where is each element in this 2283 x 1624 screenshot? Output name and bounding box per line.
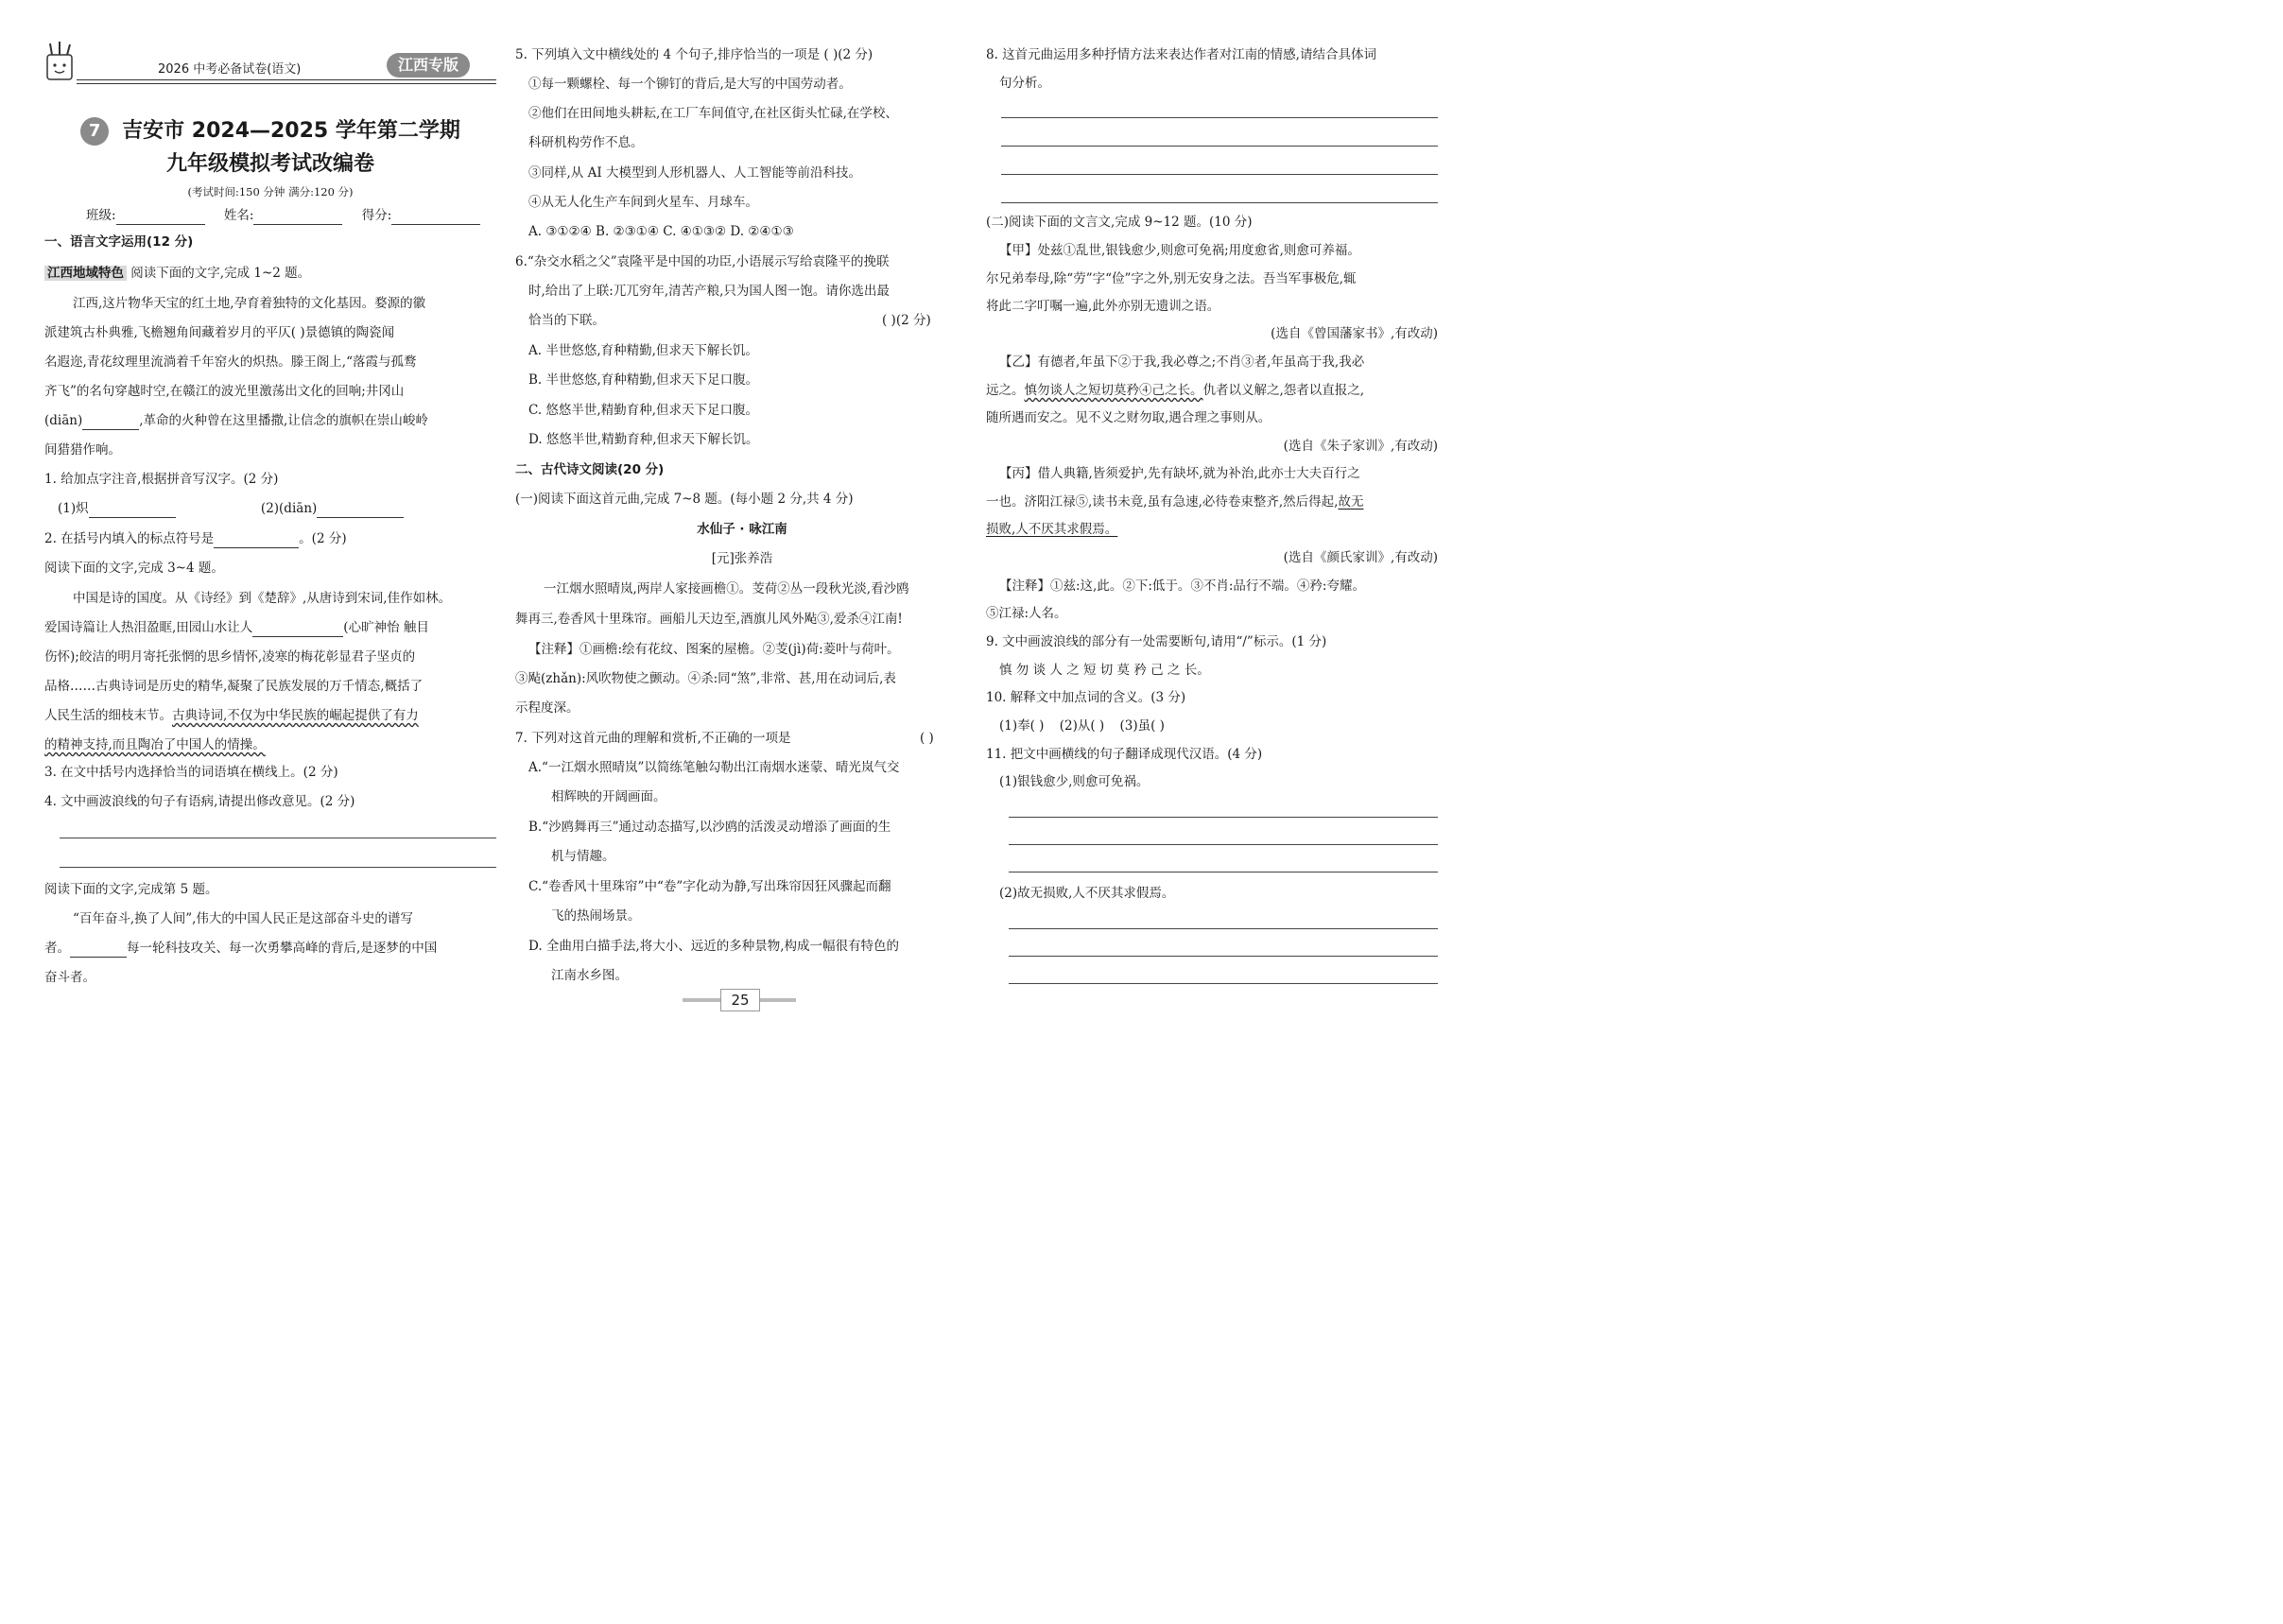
poem-notes: 示程度深。 bbox=[515, 700, 579, 716]
q7-option-b[interactable]: B.“沙鸥舞再三”通过动态描写,以沙鸥的活泼灵动增添了画面的生 bbox=[528, 820, 891, 835]
passage1-line bbox=[44, 411, 496, 430]
q10-items bbox=[986, 717, 1438, 735]
pinyin-dian: (diān) bbox=[44, 413, 83, 428]
passage3-line: “百年奋斗,换了人间”,伟大的中国人民正是这部奋斗史的谱写 bbox=[73, 911, 413, 926]
q8-answer-line[interactable] bbox=[1001, 117, 1438, 118]
q5-options[interactable]: A. ③①②④ B. ②③①④ C. ④①③② D. ②④①③ bbox=[528, 224, 794, 239]
question-4: 4. 文中画波浪线的句子有语病,请提出修改意见。(2 分) bbox=[44, 794, 355, 809]
question-9: 9. 文中画波浪线的部分有一处需要断句,请用“/”标示。(1 分) bbox=[986, 634, 1327, 649]
q6-option-a[interactable]: A. 半世悠悠,育种精勤,但求天下解长饥。 bbox=[528, 343, 758, 358]
region-badge: 江西专版 bbox=[387, 53, 470, 78]
q8-answer-line[interactable] bbox=[1001, 174, 1438, 175]
q8-answer-line[interactable] bbox=[1001, 146, 1438, 147]
q7-option-a: 相辉映的开阔画面。 bbox=[551, 789, 666, 804]
text-jia-source: (选自《曾国藩家书》,有改动) bbox=[1271, 326, 1438, 341]
q5-sentence: ④从无人化生产车间到火星车、月球车。 bbox=[528, 195, 758, 210]
q5-sentence: ②他们在田间地头耕耘,在工厂车间值守,在社区街头忙碌,在学校、 bbox=[528, 106, 898, 121]
text-jia-line: 将此二字叮嘱一遍,此外亦别无遗训之语。 bbox=[986, 299, 1220, 314]
text-jia-line: 尔兄弟奉母,除“劳”字“俭”字之外,别无安身之法。吾当军事极危,辄 bbox=[986, 271, 1357, 286]
passage1-line: 间猎猎作响。 bbox=[44, 442, 121, 458]
q6-option-c[interactable]: C. 悠悠半世,精勤育种,但求天下足口腹。 bbox=[528, 403, 759, 418]
q7-option-b: 机与情趣。 bbox=[551, 849, 615, 864]
question-6-line: 6.“杂交水稻之父”袁隆平是中国的功臣,小语展示写给袁隆平的挽联 bbox=[515, 254, 890, 269]
question-11: 11. 把文中画横线的句子翻译成现代汉语。(4 分) bbox=[986, 747, 1263, 762]
q7-option-c[interactable]: C.“卷香风十里珠帘”中“卷”字化动为静,写出珠帘因狂风骤起而翻 bbox=[528, 879, 891, 894]
q1-item-2: (2)(diān) bbox=[260, 501, 318, 516]
question-8-line: 8. 这首元曲运用多种抒情方法来表达作者对江南的情感,请结合具体词 bbox=[986, 47, 1376, 62]
q11-item-2: (2)故无损败,人不厌其求假焉。 bbox=[999, 886, 1175, 901]
poem-notes: 【注释】①画檐:绘有花纹、图案的屋檐。②芰(jì)荷:菱叶与荷叶。 bbox=[528, 642, 900, 657]
q10-item-2[interactable]: (2)从( ) bbox=[1059, 718, 1105, 734]
q4-answer-line[interactable] bbox=[60, 867, 496, 868]
q11-answer-line[interactable] bbox=[1009, 983, 1438, 984]
question-8-line: 句分析。 bbox=[999, 76, 1050, 91]
passage2-text: 爱国诗篇让人热泪盈眶,田园山水让人 bbox=[44, 620, 253, 635]
poem-author: [元]张养浩 bbox=[711, 551, 773, 566]
intro-q7-8: (一)阅读下面这首元曲,完成 7~8 题。(每小题 2 分,共 4 分) bbox=[515, 492, 854, 507]
passage2-text: (心旷神怡 触目 bbox=[343, 620, 429, 635]
passage2-line bbox=[44, 618, 496, 637]
header-rule-thin bbox=[77, 83, 496, 84]
q11-answer-line[interactable] bbox=[1009, 928, 1438, 929]
text-bing-text: 一也。济阳江禄⑤,读书未竟,虽有急速,必待卷束整齐,然后得起, bbox=[986, 494, 1339, 510]
name-field[interactable] bbox=[253, 209, 342, 225]
q7-option-a[interactable]: A.“一江烟水照晴岚”以简练笔触勾勒出江南烟水迷蒙、晴光岚气交 bbox=[528, 760, 900, 775]
wavy-sentence: 古典诗词,不仅为中华民族的崛起提供了有力 bbox=[172, 708, 419, 723]
text-bing-line bbox=[986, 492, 1438, 511]
text-yi-line: 【乙】有德者,年虽下②于我,我必尊之;不肖③者,年虽高于我,我必 bbox=[999, 354, 1365, 370]
q3-blank[interactable] bbox=[252, 621, 343, 637]
poem-line: 舞再三,卷香风十里珠帘。画船儿天边至,酒旗儿风外飐③,爱杀④江南! bbox=[515, 612, 903, 627]
q7-option-c: 飞的热闹场景。 bbox=[551, 908, 641, 924]
poem-title: 水仙子 · 咏江南 bbox=[697, 522, 787, 537]
exam-header bbox=[44, 42, 496, 83]
score-field[interactable] bbox=[391, 209, 480, 225]
classical-notes: ⑤江禄:人名。 bbox=[986, 606, 1067, 621]
passage1-line: 派建筑古朴典雅,飞檐翘角间藏着岁月的平仄( )景德镇的陶瓷闻 bbox=[44, 325, 395, 340]
question-3: 3. 在文中括号内选择恰当的词语填在横线上。(2 分) bbox=[44, 765, 338, 780]
passage3-line bbox=[44, 939, 496, 958]
text-bing-line bbox=[986, 520, 1438, 539]
q5-sentence: 科研机构劳作不息。 bbox=[528, 135, 644, 150]
q1-blank-2[interactable] bbox=[317, 502, 404, 518]
question-10: 10. 解释文中加点词的含义。(3 分) bbox=[986, 690, 1186, 705]
region-feature-tag: 江西地域特色 bbox=[44, 266, 127, 281]
q2-score: 。(2 分) bbox=[299, 531, 347, 546]
exam-series-title: 2026 中考必备试卷(语文) bbox=[158, 62, 302, 77]
right-arrow-decoration bbox=[758, 998, 796, 1002]
dian-answer-blank[interactable] bbox=[82, 414, 139, 430]
intro-q9-12: (二)阅读下面的文言文,完成 9~12 题。(10 分) bbox=[986, 215, 1253, 230]
name-label: 姓名: bbox=[223, 208, 254, 223]
header-rule bbox=[77, 79, 496, 80]
passage2-line: 中国是诗的国度。从《诗经》到《楚辞》,从唐诗到宋词,佳作如林。 bbox=[73, 591, 452, 606]
intro-q1-2-text: 阅读下面的文字,完成 1~2 题。 bbox=[130, 266, 311, 281]
passage3-text: 每一轮科技攻关、每一次勇攀高峰的背后,是逐梦的中国 bbox=[127, 941, 438, 956]
q5-sentence: ①每一颗螺栓、每一个铆钉的背后,是大写的中国劳动者。 bbox=[528, 77, 852, 92]
page-number: 25 bbox=[720, 989, 760, 1011]
question-7 bbox=[515, 729, 969, 748]
poem-line: 一江烟水照晴岚,两岸人家接画檐①。芰荷②丛一段秋光淡,看沙鸥 bbox=[544, 581, 909, 596]
passage2-line bbox=[44, 735, 496, 754]
underlined-sentence: 损败,人不厌其求假焉。 bbox=[986, 522, 1118, 537]
text-yi-line bbox=[986, 381, 1438, 400]
q6-option-d[interactable]: D. 悠悠半世,精勤育种,但求天下解长饥。 bbox=[528, 432, 759, 447]
intro-q3-4: 阅读下面的文字,完成 3~4 题。 bbox=[44, 561, 224, 576]
class-label: 班级: bbox=[86, 208, 116, 223]
question-6-line bbox=[515, 311, 969, 330]
q5-blank[interactable] bbox=[70, 942, 127, 958]
q1-blank-1[interactable] bbox=[89, 502, 176, 518]
classical-notes: 【注释】①兹:这,此。②下:低于。③不肖:品行不端。④矜:夸耀。 bbox=[999, 579, 1365, 594]
class-field[interactable] bbox=[116, 209, 205, 225]
q7-option-d[interactable]: D. 全曲用白描手法,将大小、远近的多种景物,构成一幅很有特色的 bbox=[528, 939, 900, 954]
section-1-heading: 一、语言文字运用(12 分) bbox=[44, 234, 194, 250]
text-yi-text: 远之。 bbox=[986, 383, 1025, 398]
q2-blank[interactable] bbox=[214, 532, 299, 548]
text-yi-line: 随所遇而安之。见不义之财勿取,遇合理之事则从。 bbox=[986, 410, 1271, 425]
q8-answer-line[interactable] bbox=[1001, 202, 1438, 203]
intro-q1-2 bbox=[44, 264, 496, 283]
passage2-line bbox=[44, 706, 496, 725]
q5-sentence: ③同样,从 AI 大模型到人形机器人、人工智能等前沿科技。 bbox=[528, 165, 861, 181]
q6-text: 恰当的下联。 bbox=[528, 313, 605, 328]
text-yi-text: 仇者以义解之,怨者以直报之, bbox=[1202, 383, 1365, 398]
intro-q5: 阅读下面的文字,完成第 5 题。 bbox=[44, 882, 218, 897]
question-2 bbox=[44, 529, 496, 548]
q11-answer-line[interactable] bbox=[1009, 844, 1438, 845]
paper-number-badge: 7 bbox=[80, 117, 109, 146]
q10-item-3[interactable]: (3)虽( ) bbox=[1119, 718, 1165, 734]
wavy-sentence: 慎勿谈人之短切莫矜④己之长。 bbox=[1024, 383, 1203, 398]
passage1-line: 江西,这片物华天宝的红土地,孕育着独特的文化基因。婺源的徽 bbox=[73, 296, 426, 311]
passage3-text: 者。 bbox=[44, 941, 70, 956]
paper-title-text: 吉安市 2024—2025 学年第二学期 bbox=[122, 119, 460, 143]
text-yi-source: (选自《朱子家训》,有改动) bbox=[1283, 439, 1438, 454]
passage1-text: ,革命的火种曾在这里播撒,让信念的旗帜在崇山峻岭 bbox=[139, 413, 428, 428]
paper-title-line2: 九年级模拟考试改编卷 bbox=[165, 152, 374, 176]
score-label: 得分: bbox=[361, 208, 392, 223]
q7-text: 7. 下列对这首元曲的理解和赏析,不正确的一项是 bbox=[515, 731, 791, 746]
text-bing-source: (选自《颜氏家训》,有改动) bbox=[1283, 550, 1438, 565]
passage1-line: 齐飞”的名句穿越时空,在赣江的波光里激荡出文化的回响;井冈山 bbox=[44, 384, 405, 399]
passage2-line: 品格……古典诗词是历史的精华,凝聚了民族发展的万千情态,概括了 bbox=[44, 679, 424, 694]
pencil-cup-icon bbox=[44, 42, 75, 81]
passage2-text: 人民生活的细枝末节。 bbox=[44, 708, 172, 723]
paper-title-line1 bbox=[44, 117, 496, 146]
q9-sentence[interactable]: 慎 勿 谈 人 之 短 切 莫 矜 己 之 长。 bbox=[999, 663, 1210, 678]
student-info-row bbox=[44, 206, 496, 225]
q11-item-1: (1)银钱愈少,则愈可免祸。 bbox=[999, 774, 1150, 789]
q7-option-d: 江南水乡图。 bbox=[551, 968, 628, 983]
question-6-line: 时,给出了上联:兀兀穷年,清苦产粮,只为国人图一饱。请你选出最 bbox=[528, 284, 890, 299]
q6-option-b[interactable]: B. 半世悠悠,育种精勤,但求天下足口腹。 bbox=[528, 372, 759, 388]
q6-answer-paren[interactable]: ( )(2 分) bbox=[882, 313, 931, 328]
question-1: 1. 给加点字注音,根据拼音写汉字。(2 分) bbox=[44, 472, 279, 487]
exam-info: (考试时间:150 分钟 满分:120 分) bbox=[187, 185, 354, 199]
section-2-heading: 二、古代诗文阅读(20 分) bbox=[515, 462, 665, 477]
q1-item-1: (1)炽 bbox=[58, 501, 89, 516]
left-arrow-decoration bbox=[683, 998, 720, 1002]
question-1-answers bbox=[44, 499, 496, 518]
text-bing-line: 【丙】借人典籍,皆须爱护,先有缺坏,就为补治,此亦士大夫百行之 bbox=[999, 466, 1360, 481]
q11-answer-line[interactable] bbox=[1009, 956, 1438, 957]
text-jia-line: 【甲】处兹①乱世,银钱愈少,则愈可免祸;用度愈省,则愈可养福。 bbox=[999, 243, 1360, 258]
poem-notes: ③飐(zhǎn):风吹物使之颤动。④杀:同“煞”,非常、甚,用在动词后,表 bbox=[515, 671, 896, 686]
passage3-line: 奋斗者。 bbox=[44, 970, 95, 985]
q7-answer-paren[interactable]: ( ) bbox=[920, 731, 934, 746]
passage2-line: 伤怀);皎洁的明月寄托张惘的思乡情怀,凌寒的梅花彰显君子坚贞的 bbox=[44, 649, 416, 665]
q2-text: 2. 在括号内填入的标点符号是 bbox=[44, 531, 215, 546]
q10-item-1[interactable]: (1)奉( ) bbox=[999, 718, 1045, 734]
question-5: 5. 下列填入文中横线处的 4 个句子,排序恰当的一项是 ( )(2 分) bbox=[515, 47, 873, 62]
passage1-line: 名遐迩,青花纹理里流淌着千年窑火的炽热。滕王阁上,“落霞与孤鹜 bbox=[44, 354, 417, 370]
wavy-sentence: 的精神支持,而且陶冶了中国人的情操。 bbox=[44, 737, 266, 752]
underlined-sentence: 故无 bbox=[1338, 494, 1364, 510]
page-number-footer bbox=[683, 989, 796, 1011]
q11-answer-line[interactable] bbox=[1009, 817, 1438, 818]
